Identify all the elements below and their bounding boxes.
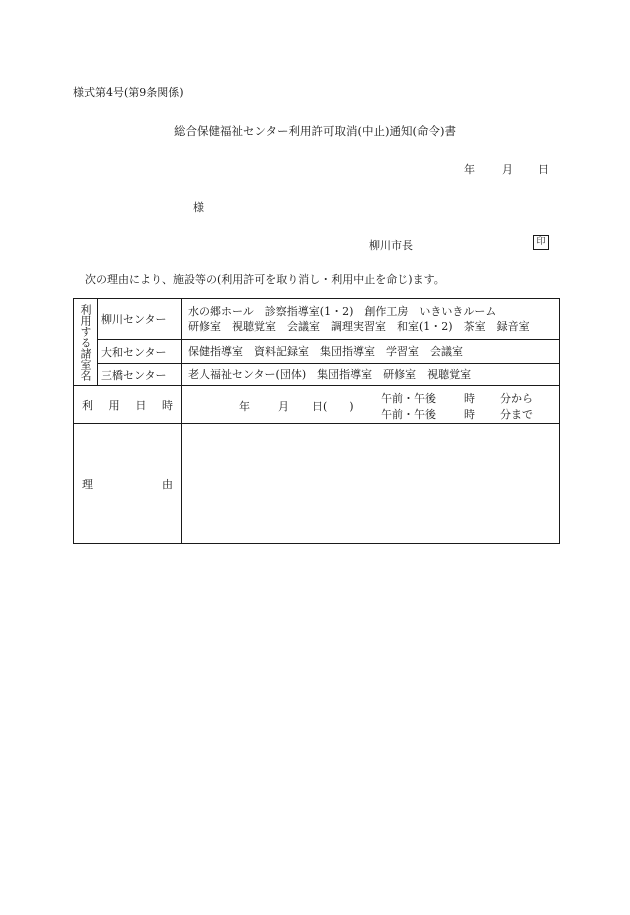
usage-year: 年 [239,400,250,413]
issuer-name: 柳川市長 [369,239,413,252]
usage-datetime-label-cell [74,386,182,424]
facility-label-cell [74,299,98,386]
document-title: 総合保健福祉センター利用許可取消(中止)通知(命令)書 [174,124,456,138]
usage-ampm-to: 午前・午後 [381,408,436,421]
form-number: 様式第4号(第9条関係) [73,86,184,99]
usage-month: 月 [278,400,289,413]
label-char: 時 [161,398,173,412]
usage-hour-from: 時 [464,392,475,405]
center-name-mitsuhashi: 三橋センター [98,364,182,386]
reason-label-cell [74,424,182,544]
usage-day: 日( ) [312,400,354,413]
date-month-label: 月 [502,163,513,176]
table-row-yanagawa [74,299,560,340]
usage-datetime-label [74,397,181,413]
facility-label: 利用する諸室名 [79,303,92,381]
usage-min-from: 分から [500,392,533,405]
usage-hour-to: 時 [464,408,475,421]
label-char: 日 [135,398,147,412]
rooms-line: 水の郷ホール 診察指導室(1・2) 創作工房 いきいきルーム [188,305,497,318]
table-row-reason [74,424,560,544]
usage-datetime-cell[interactable] [182,386,560,424]
usage-ampm-from: 午前・午後 [381,392,436,405]
intro-text: 次の理由により、施設等の(利用許可を取り消し・利用中止を命じ)ます。 [85,273,445,286]
usage-min-to: 分まで [500,408,533,421]
center-name-yamato: 大和センター [98,340,182,364]
rooms-yamato: 保健指導室 資料記録室 集団指導室 学習室 会議室 [182,340,560,364]
center-name-yanagawa: 柳川センター [98,299,182,340]
label-char: 利 [82,398,93,412]
reason-field[interactable] [182,424,560,544]
date-day-label: 日 [538,163,549,176]
facility-table [73,298,560,544]
date-year-label: 年 [464,163,475,176]
addressee-suffix: 様 [193,201,204,214]
seal-mark: 印 [533,235,549,250]
table-row-mitsuhashi [74,364,560,386]
rooms-mitsuhashi: 老人福祉センター(団体) 集団指導室 研修室 視聴覚室 [182,364,560,386]
rooms-line: 研修室 視聴覚室 会議室 調理実習室 和室(1・2) 茶室 録音室 [188,320,530,333]
table-row-yamato [74,340,560,364]
reason-label [74,476,181,492]
label-char: 用 [108,398,120,412]
label-char: 理 [82,477,93,491]
label-char: 由 [162,477,173,491]
table-row-usage-datetime [74,386,560,424]
rooms-yanagawa [182,299,560,340]
